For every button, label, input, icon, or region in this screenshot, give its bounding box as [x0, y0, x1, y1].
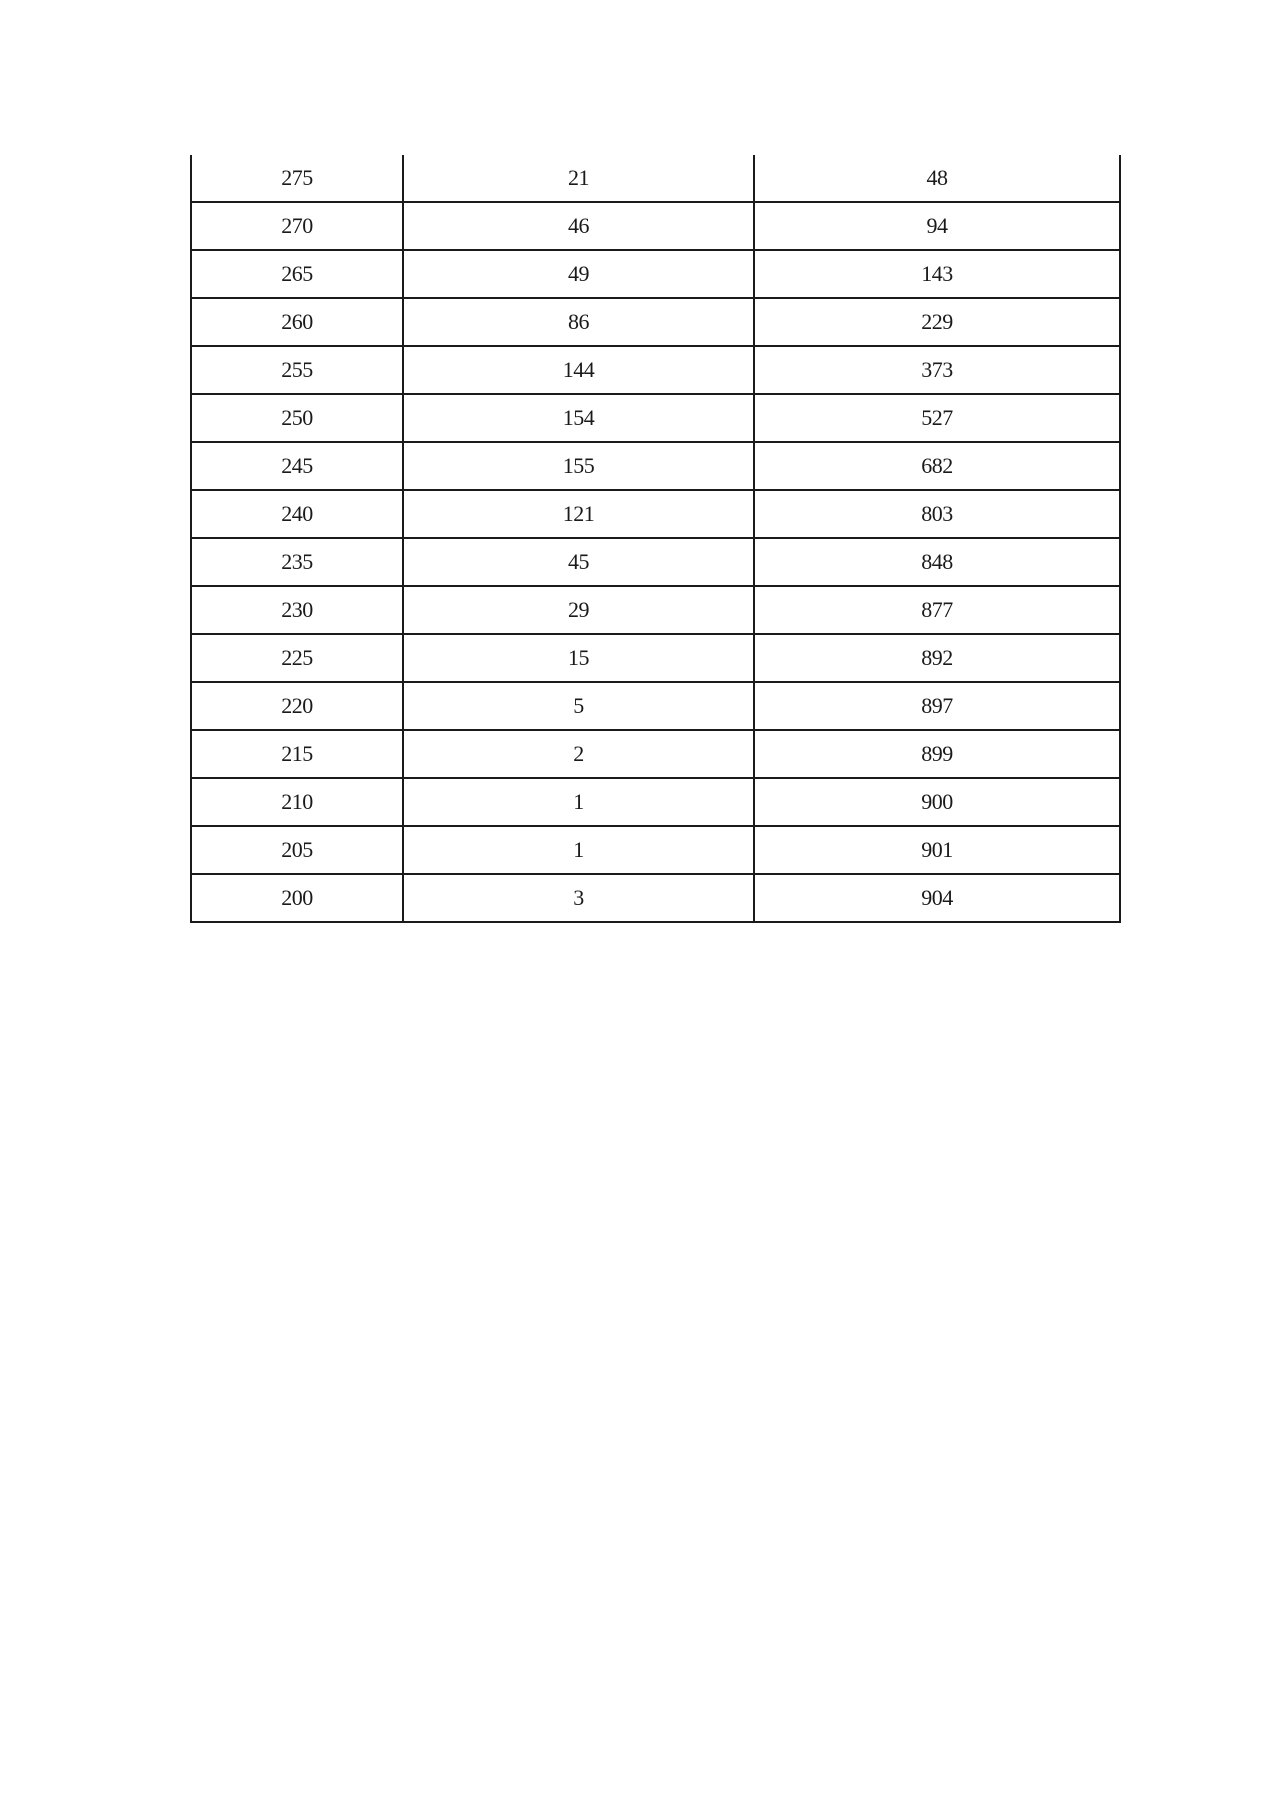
score-distribution-table [190, 155, 1121, 923]
table-cell-score: 265 [191, 250, 403, 298]
table-cell-score: 230 [191, 586, 403, 634]
table-cell-cumulative: 803 [754, 490, 1120, 538]
table-cell-count: 1 [403, 826, 754, 874]
table-cell-count: 1 [403, 778, 754, 826]
table-cell-count: 121 [403, 490, 754, 538]
table-cell-count: 15 [403, 634, 754, 682]
table-cell-cumulative: 48 [754, 155, 1120, 202]
table-cell-score: 275 [191, 155, 403, 202]
table-cell-cumulative: 848 [754, 538, 1120, 586]
table-cell-cumulative: 899 [754, 730, 1120, 778]
table-cell-cumulative: 94 [754, 202, 1120, 250]
table-cell-score: 245 [191, 442, 403, 490]
table-cell-cumulative: 373 [754, 346, 1120, 394]
table-cell-cumulative: 892 [754, 634, 1120, 682]
table-body [191, 155, 1120, 922]
table-cell-cumulative: 900 [754, 778, 1120, 826]
table-cell-count: 155 [403, 442, 754, 490]
table-cell-cumulative: 901 [754, 826, 1120, 874]
table-row [191, 346, 1120, 394]
table-cell-count: 45 [403, 538, 754, 586]
table-cell-score: 215 [191, 730, 403, 778]
table-cell-count: 3 [403, 874, 754, 922]
table-cell-score: 205 [191, 826, 403, 874]
table-cell-count: 5 [403, 682, 754, 730]
table-cell-score: 240 [191, 490, 403, 538]
table-cell-cumulative: 143 [754, 250, 1120, 298]
table-cell-score: 225 [191, 634, 403, 682]
table-row [191, 442, 1120, 490]
table-row [191, 538, 1120, 586]
table-row [191, 730, 1120, 778]
table-cell-score: 260 [191, 298, 403, 346]
table-cell-count: 46 [403, 202, 754, 250]
table-row [191, 490, 1120, 538]
table-row [191, 202, 1120, 250]
table-cell-count: 21 [403, 155, 754, 202]
table-cell-score: 270 [191, 202, 403, 250]
table-cell-cumulative: 904 [754, 874, 1120, 922]
table-cell-score: 220 [191, 682, 403, 730]
table-cell-count: 86 [403, 298, 754, 346]
table-row [191, 298, 1120, 346]
table-row [191, 155, 1120, 202]
table-cell-cumulative: 527 [754, 394, 1120, 442]
table-row [191, 634, 1120, 682]
table-cell-cumulative: 682 [754, 442, 1120, 490]
table-cell-score: 210 [191, 778, 403, 826]
table-row [191, 394, 1120, 442]
table-cell-score: 255 [191, 346, 403, 394]
score-table-container [190, 155, 1119, 923]
table-cell-score: 250 [191, 394, 403, 442]
table-row [191, 586, 1120, 634]
table-row [191, 778, 1120, 826]
table-cell-count: 2 [403, 730, 754, 778]
table-row [191, 874, 1120, 922]
table-cell-cumulative: 897 [754, 682, 1120, 730]
table-row [191, 826, 1120, 874]
table-cell-cumulative: 877 [754, 586, 1120, 634]
table-cell-count: 49 [403, 250, 754, 298]
table-row [191, 250, 1120, 298]
table-cell-count: 144 [403, 346, 754, 394]
table-cell-score: 235 [191, 538, 403, 586]
table-cell-count: 29 [403, 586, 754, 634]
table-cell-cumulative: 229 [754, 298, 1120, 346]
table-cell-score: 200 [191, 874, 403, 922]
table-cell-count: 154 [403, 394, 754, 442]
table-row [191, 682, 1120, 730]
